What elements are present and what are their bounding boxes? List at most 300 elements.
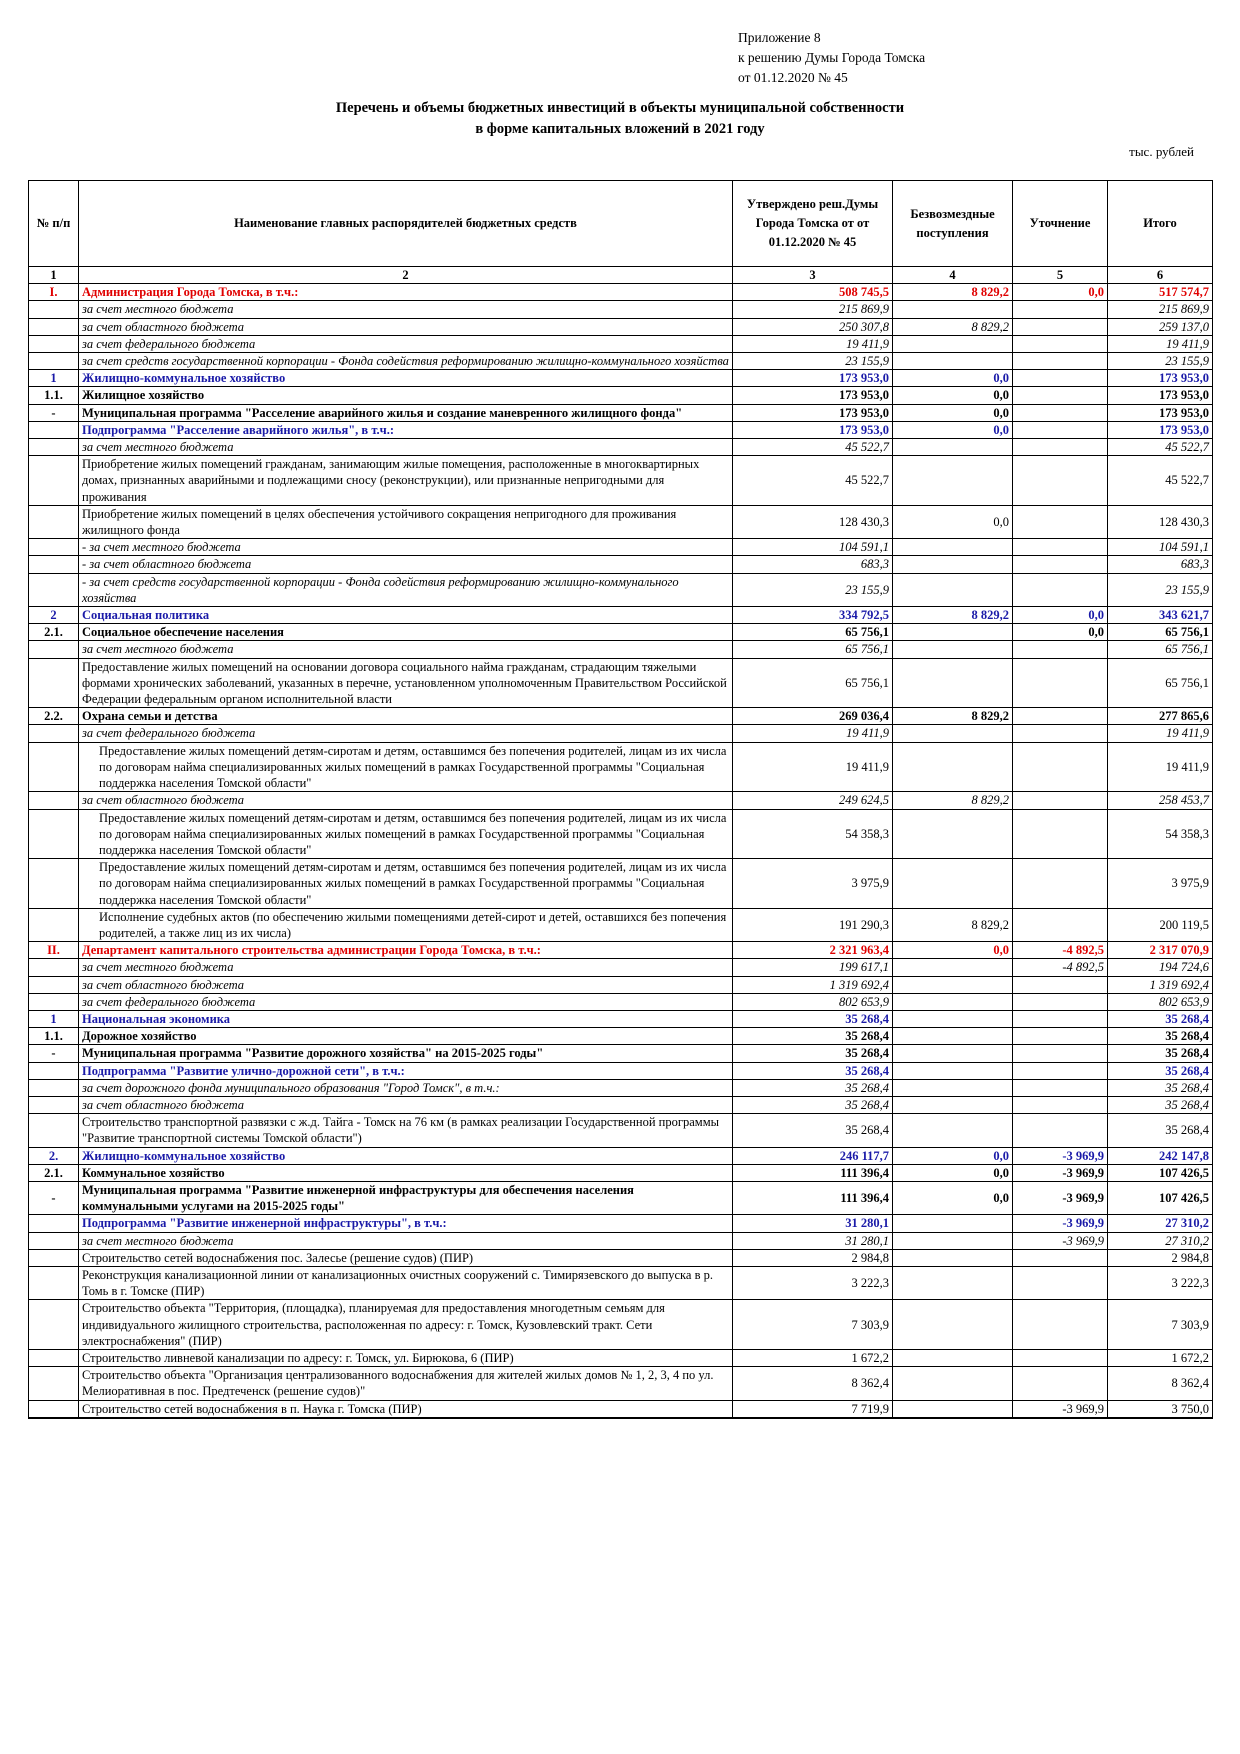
value-approved: 65 756,1: [733, 624, 893, 641]
value-approved: 23 155,9: [733, 573, 893, 606]
value-approved: 173 953,0: [733, 370, 893, 387]
row-number: [29, 1350, 79, 1367]
value-grants: 0,0: [893, 942, 1013, 959]
row-number: [29, 335, 79, 352]
row-name: - за счет средств государственной корпорации - Фонда содействия реформированию жилищно-коммунального хозяйства: [79, 573, 733, 606]
row-number: [29, 1232, 79, 1249]
row-number: [29, 1062, 79, 1079]
value-refine: 0,0: [1013, 607, 1108, 624]
value-approved: 191 290,3: [733, 908, 893, 941]
table-row: [29, 1147, 1213, 1164]
value-approved: 31 280,1: [733, 1215, 893, 1232]
value-approved: 19 411,9: [733, 742, 893, 792]
row-number: [29, 993, 79, 1010]
table-row: [29, 809, 1213, 859]
row-number: [29, 439, 79, 456]
value-refine: [1013, 1062, 1108, 1079]
value-approved: 246 117,7: [733, 1147, 893, 1164]
row-name: за счет дорожного фонда муниципального образования "Город Томск", в т.ч.:: [79, 1079, 733, 1096]
value-total: 3 975,9: [1108, 859, 1213, 909]
row-number: [29, 1266, 79, 1299]
value-grants: [893, 859, 1013, 909]
value-refine: -3 969,9: [1013, 1164, 1108, 1181]
table-row: [29, 993, 1213, 1010]
row-name: за счет местного бюджета: [79, 959, 733, 976]
row-name: Исполнение судебных актов (по обеспечению жилыми помещениями детей-сирот и детей, оставшихся без попечения родителей, а также лиц из их числа): [79, 908, 733, 941]
table-row: [29, 439, 1213, 456]
value-refine: [1013, 456, 1108, 506]
table-row: [29, 959, 1213, 976]
row-name: Приобретение жилых помещений в целях обеспечения устойчивого сокращения непригодного для проживания жилищного фонда: [79, 505, 733, 538]
value-grants: [893, 658, 1013, 708]
row-number: [29, 1367, 79, 1400]
row-number: -: [29, 1045, 79, 1062]
value-total: 173 953,0: [1108, 404, 1213, 421]
table-row: [29, 505, 1213, 538]
column-number: 4: [893, 267, 1013, 284]
table-row: [29, 708, 1213, 725]
value-approved: 8 362,4: [733, 1367, 893, 1400]
value-total: 35 268,4: [1108, 1045, 1213, 1062]
value-refine: [1013, 539, 1108, 556]
row-name: Строительство объекта "Территория, (площадка), планируемая для предоставления многодетным семьям для индивидуального жилищного строительства, расположенная по адресу: г. Томск, Кузовлевский тракт. Сети электроснабжения" (ПИР): [79, 1300, 733, 1350]
row-number: [29, 641, 79, 658]
value-total: 35 268,4: [1108, 1079, 1213, 1096]
row-name: - за счет областного бюджета: [79, 556, 733, 573]
row-number: [29, 505, 79, 538]
title-line-1: Перечень и объемы бюджетных инвестиций в объекты муниципальной собственности: [335, 100, 905, 116]
value-refine: [1013, 641, 1108, 658]
table-row: [29, 539, 1213, 556]
value-total: 35 268,4: [1108, 1114, 1213, 1147]
table-row: [29, 976, 1213, 993]
value-refine: [1013, 370, 1108, 387]
value-approved: 35 268,4: [733, 1028, 893, 1045]
value-grants: 0,0: [893, 404, 1013, 421]
table-row: [29, 353, 1213, 370]
table-row: [29, 1114, 1213, 1147]
value-approved: 104 591,1: [733, 539, 893, 556]
table-row: [29, 370, 1213, 387]
value-refine: [1013, 908, 1108, 941]
row-name: Жилищное хозяйство: [79, 387, 733, 404]
value-refine: [1013, 318, 1108, 335]
row-number: [29, 573, 79, 606]
row-name: Приобретение жилых помещений гражданам, занимающим жилые помещения, расположенные в многоквартирных домах, признанных аварийными и подлежащими сносу (реконструкции), или признанные непригодными для проживания: [79, 456, 733, 506]
value-grants: [893, 301, 1013, 318]
value-total: 173 953,0: [1108, 421, 1213, 438]
value-grants: [893, 1249, 1013, 1266]
value-grants: [893, 1232, 1013, 1249]
table-row: [29, 301, 1213, 318]
row-number: [29, 1249, 79, 1266]
column-number: 2: [79, 267, 733, 284]
table-row: [29, 1181, 1213, 1214]
table-row: [29, 318, 1213, 335]
value-grants: [893, 1266, 1013, 1299]
table-row: [29, 387, 1213, 404]
value-total: 1 672,2: [1108, 1350, 1213, 1367]
row-number: [29, 539, 79, 556]
value-approved: 54 358,3: [733, 809, 893, 859]
table-row: [29, 1367, 1213, 1400]
value-total: 35 268,4: [1108, 1096, 1213, 1113]
header-grants: Безвозмездные поступления: [893, 181, 1013, 267]
value-refine: [1013, 1367, 1108, 1400]
row-name: Строительство транспортной развязки с ж.д. Тайга - Томск на 76 км (в рамках реализации Государственной программы "Развитие транспортной системы Томской области"): [79, 1114, 733, 1147]
value-grants: [893, 1079, 1013, 1096]
row-number: 2.1.: [29, 1164, 79, 1181]
value-grants: [893, 959, 1013, 976]
value-approved: 19 411,9: [733, 725, 893, 742]
value-approved: 3 975,9: [733, 859, 893, 909]
value-total: 23 155,9: [1108, 573, 1213, 606]
value-approved: 3 222,3: [733, 1266, 893, 1299]
row-name: Жилищно-коммунальное хозяйство: [79, 370, 733, 387]
value-grants: [893, 1367, 1013, 1400]
value-grants: 0,0: [893, 370, 1013, 387]
value-approved: 35 268,4: [733, 1079, 893, 1096]
row-number: [29, 908, 79, 941]
appendix-line-1: Приложение 8: [738, 30, 821, 45]
table-row: [29, 792, 1213, 809]
row-name: Подпрограмма "Развитие улично-дорожной сети", в т.ч.:: [79, 1062, 733, 1079]
value-approved: 111 396,4: [733, 1181, 893, 1214]
value-grants: [893, 1114, 1013, 1147]
value-approved: 35 268,4: [733, 1114, 893, 1147]
value-total: 104 591,1: [1108, 539, 1213, 556]
value-refine: [1013, 809, 1108, 859]
table-row: [29, 1010, 1213, 1027]
value-refine: [1013, 1028, 1108, 1045]
value-approved: 45 522,7: [733, 439, 893, 456]
value-refine: -3 969,9: [1013, 1181, 1108, 1214]
value-grants: [893, 809, 1013, 859]
value-refine: [1013, 505, 1108, 538]
value-refine: 0,0: [1013, 284, 1108, 301]
header-refine: Уточнение: [1013, 181, 1108, 267]
value-approved: 1 672,2: [733, 1350, 893, 1367]
value-refine: [1013, 1350, 1108, 1367]
row-number: [29, 353, 79, 370]
row-number: [29, 1400, 79, 1418]
row-name: Предоставление жилых помещений детям-сиротам и детям, оставшимся без попечения родителей, лицам из их числа по договорам найма специализированных жилых помещений в рамках Государственной программы "Социальная поддержка населения Томской области": [79, 742, 733, 792]
value-total: 1 319 692,4: [1108, 976, 1213, 993]
row-name: за счет областного бюджета: [79, 1096, 733, 1113]
row-number: 1: [29, 1010, 79, 1027]
row-number: [29, 809, 79, 859]
table-row: [29, 404, 1213, 421]
table-row: [29, 607, 1213, 624]
row-number: [29, 1300, 79, 1350]
value-approved: 334 792,5: [733, 607, 893, 624]
row-name: за счет средств государственной корпорации - Фонда содействия реформированию жилищно-коммунального хозяйства: [79, 353, 733, 370]
header-name: Наименование главных распорядителей бюджетных средств: [79, 181, 733, 267]
value-total: 242 147,8: [1108, 1147, 1213, 1164]
table-row: [29, 624, 1213, 641]
value-grants: [893, 1096, 1013, 1113]
row-name: Строительство сетей водоснабжения в п. Наука г. Томска (ПИР): [79, 1400, 733, 1418]
row-name: за счет местного бюджета: [79, 439, 733, 456]
value-grants: [893, 993, 1013, 1010]
value-approved: 508 745,5: [733, 284, 893, 301]
column-number: 3: [733, 267, 893, 284]
row-name: Жилищно-коммунальное хозяйство: [79, 1147, 733, 1164]
value-total: 7 303,9: [1108, 1300, 1213, 1350]
row-name: Администрация Города Томска, в т.ч.:: [79, 284, 733, 301]
appendix-header: [738, 28, 925, 88]
row-number: 2.1.: [29, 624, 79, 641]
value-approved: 215 869,9: [733, 301, 893, 318]
value-total: 258 453,7: [1108, 792, 1213, 809]
row-name: Реконструкция канализационной линии от канализационных очистных сооружений с. Тимирязевского до выпуска в р. Томь в г. Томске (ПИР): [79, 1266, 733, 1299]
table-row: [29, 1079, 1213, 1096]
value-refine: [1013, 1010, 1108, 1027]
value-total: 19 411,9: [1108, 742, 1213, 792]
value-grants: [893, 641, 1013, 658]
value-refine: -3 969,9: [1013, 1215, 1108, 1232]
value-total: 2 317 070,9: [1108, 942, 1213, 959]
row-number: [29, 859, 79, 909]
row-name: за счет областного бюджета: [79, 792, 733, 809]
value-total: 277 865,6: [1108, 708, 1213, 725]
row-number: 2.: [29, 1147, 79, 1164]
value-refine: -3 969,9: [1013, 1147, 1108, 1164]
value-refine: [1013, 353, 1108, 370]
value-refine: [1013, 335, 1108, 352]
value-approved: 111 396,4: [733, 1164, 893, 1181]
value-refine: [1013, 792, 1108, 809]
value-refine: [1013, 301, 1108, 318]
row-number: 1.1.: [29, 1028, 79, 1045]
value-refine: [1013, 976, 1108, 993]
row-name: Муниципальная программа "Развитие инженерной инфраструктуры для обеспечения населения коммунальными услугами на 2015-2025 годы": [79, 1181, 733, 1214]
value-refine: [1013, 993, 1108, 1010]
value-approved: 173 953,0: [733, 404, 893, 421]
row-name: за счет федерального бюджета: [79, 335, 733, 352]
table-row: [29, 1028, 1213, 1045]
value-grants: 8 829,2: [893, 284, 1013, 301]
value-refine: [1013, 1079, 1108, 1096]
row-name: Строительство объекта "Организация централизованного водоснабжения для жителей жилых домов № 1, 2, 3, 4 по ул. Мелиоративная в пос. Предтеченск (решение судов)": [79, 1367, 733, 1400]
value-grants: [893, 725, 1013, 742]
value-refine: [1013, 708, 1108, 725]
value-grants: 8 829,2: [893, 318, 1013, 335]
value-approved: 45 522,7: [733, 456, 893, 506]
value-total: 19 411,9: [1108, 725, 1213, 742]
title-line-2: в форме капитальных вложений в 2021 году: [475, 121, 765, 137]
value-total: 27 310,2: [1108, 1215, 1213, 1232]
table-row: [29, 556, 1213, 573]
value-approved: 249 624,5: [733, 792, 893, 809]
row-name: Строительство сетей водоснабжения пос. Залесье (решение судов) (ПИР): [79, 1249, 733, 1266]
value-grants: [893, 1028, 1013, 1045]
table-row: [29, 658, 1213, 708]
value-approved: 65 756,1: [733, 658, 893, 708]
value-approved: 128 430,3: [733, 505, 893, 538]
value-grants: [893, 353, 1013, 370]
value-approved: 250 307,8: [733, 318, 893, 335]
value-refine: -3 969,9: [1013, 1232, 1108, 1249]
value-approved: 173 953,0: [733, 387, 893, 404]
row-number: 1.1.: [29, 387, 79, 404]
table-row: [29, 1266, 1213, 1299]
value-grants: [893, 1045, 1013, 1062]
table-row: [29, 1164, 1213, 1181]
row-name: Дорожное хозяйство: [79, 1028, 733, 1045]
table-row: [29, 859, 1213, 909]
column-numbers-row: [29, 267, 1213, 284]
value-grants: [893, 1010, 1013, 1027]
value-total: 65 756,1: [1108, 624, 1213, 641]
row-number: [29, 1114, 79, 1147]
value-approved: 683,3: [733, 556, 893, 573]
table-row: [29, 1232, 1213, 1249]
value-refine: [1013, 725, 1108, 742]
table-row: [29, 942, 1213, 959]
value-refine: -4 892,5: [1013, 959, 1108, 976]
header-row: [29, 181, 1213, 267]
row-name: Подпрограмма "Развитие инженерной инфраструктуры", в т.ч.:: [79, 1215, 733, 1232]
value-approved: 269 036,4: [733, 708, 893, 725]
row-number: [29, 301, 79, 318]
table-row: [29, 908, 1213, 941]
row-name: за счет федерального бюджета: [79, 725, 733, 742]
value-grants: 0,0: [893, 421, 1013, 438]
table-body: [29, 284, 1213, 1418]
header-num: № п/п: [29, 181, 79, 267]
value-approved: 2 984,8: [733, 1249, 893, 1266]
value-refine: [1013, 404, 1108, 421]
value-grants: [893, 976, 1013, 993]
row-number: [29, 792, 79, 809]
table-row: [29, 1062, 1213, 1079]
row-name: Строительство ливневой канализации по адресу: г. Томск, ул. Бирюкова, 6 (ПИР): [79, 1350, 733, 1367]
value-approved: 2 321 963,4: [733, 942, 893, 959]
value-grants: [893, 456, 1013, 506]
value-total: 683,3: [1108, 556, 1213, 573]
table-row: [29, 1249, 1213, 1266]
table-row: [29, 573, 1213, 606]
value-total: 23 155,9: [1108, 353, 1213, 370]
value-total: 2 984,8: [1108, 1249, 1213, 1266]
value-total: 45 522,7: [1108, 439, 1213, 456]
value-total: 3 222,3: [1108, 1266, 1213, 1299]
value-grants: [893, 335, 1013, 352]
table-row: [29, 456, 1213, 506]
row-name: Охрана семьи и детства: [79, 708, 733, 725]
row-number: [29, 976, 79, 993]
row-number: [29, 1096, 79, 1113]
value-total: 54 358,3: [1108, 809, 1213, 859]
value-grants: 0,0: [893, 1181, 1013, 1214]
row-name: за счет местного бюджета: [79, 301, 733, 318]
value-total: 215 869,9: [1108, 301, 1213, 318]
table-row: [29, 335, 1213, 352]
value-grants: [893, 742, 1013, 792]
value-refine: [1013, 556, 1108, 573]
row-number: 1: [29, 370, 79, 387]
value-grants: 8 829,2: [893, 908, 1013, 941]
row-number: [29, 742, 79, 792]
value-total: 3 750,0: [1108, 1400, 1213, 1418]
row-name: Предоставление жилых помещений детям-сиротам и детям, оставшимся без попечения родителей, лицам из их числа по договорам найма специализированных жилых помещений в рамках Государственной программы "Социальная поддержка населения Томской области": [79, 809, 733, 859]
value-approved: 65 756,1: [733, 641, 893, 658]
value-approved: 1 319 692,4: [733, 976, 893, 993]
value-total: 517 574,7: [1108, 284, 1213, 301]
value-approved: 199 617,1: [733, 959, 893, 976]
value-refine: [1013, 1114, 1108, 1147]
row-number: [29, 456, 79, 506]
table-row: [29, 1300, 1213, 1350]
value-grants: [893, 1400, 1013, 1418]
value-approved: 173 953,0: [733, 421, 893, 438]
row-name: за счет областного бюджета: [79, 976, 733, 993]
value-grants: [893, 1300, 1013, 1350]
value-grants: 0,0: [893, 505, 1013, 538]
value-total: 259 137,0: [1108, 318, 1213, 335]
value-grants: 0,0: [893, 1147, 1013, 1164]
value-grants: 8 829,2: [893, 708, 1013, 725]
appendix-line-3: от 01.12.2020 № 45: [738, 70, 848, 85]
value-grants: [893, 1215, 1013, 1232]
investment-table: [28, 180, 1213, 1419]
value-approved: 35 268,4: [733, 1096, 893, 1113]
table-row: [29, 641, 1213, 658]
row-name: за счет федерального бюджета: [79, 993, 733, 1010]
value-total: 194 724,6: [1108, 959, 1213, 976]
row-name: Национальная экономика: [79, 1010, 733, 1027]
value-total: 802 653,9: [1108, 993, 1213, 1010]
row-name: Департамент капитального строительства администрации Города Томска, в т.ч.:: [79, 942, 733, 959]
row-name: Муниципальная программа "Развитие дорожного хозяйства" на 2015-2025 годы": [79, 1045, 733, 1062]
table-row: [29, 284, 1213, 301]
row-name: за счет областного бюджета: [79, 318, 733, 335]
row-number: [29, 725, 79, 742]
value-total: 19 411,9: [1108, 335, 1213, 352]
value-refine: [1013, 859, 1108, 909]
value-grants: 0,0: [893, 387, 1013, 404]
value-approved: 802 653,9: [733, 993, 893, 1010]
value-total: 343 621,7: [1108, 607, 1213, 624]
value-grants: 8 829,2: [893, 792, 1013, 809]
value-total: 65 756,1: [1108, 658, 1213, 708]
row-number: II.: [29, 942, 79, 959]
value-refine: [1013, 421, 1108, 438]
table-row: [29, 742, 1213, 792]
column-number: 6: [1108, 267, 1213, 284]
value-total: 200 119,5: [1108, 908, 1213, 941]
value-refine: [1013, 387, 1108, 404]
value-grants: [893, 624, 1013, 641]
row-number: -: [29, 404, 79, 421]
table-row: [29, 1400, 1213, 1418]
row-name: за счет местного бюджета: [79, 1232, 733, 1249]
appendix-line-2: к решению Думы Города Томска: [738, 50, 926, 65]
value-total: 35 268,4: [1108, 1062, 1213, 1079]
value-total: 107 426,5: [1108, 1164, 1213, 1181]
value-total: 173 953,0: [1108, 370, 1213, 387]
value-approved: 19 411,9: [733, 335, 893, 352]
row-number: [29, 959, 79, 976]
row-number: [29, 318, 79, 335]
value-total: 35 268,4: [1108, 1010, 1213, 1027]
document-title: [0, 98, 1240, 140]
row-number: [29, 421, 79, 438]
header-total: Итого: [1108, 181, 1213, 267]
table-row: [29, 1215, 1213, 1232]
column-number: 1: [29, 267, 79, 284]
